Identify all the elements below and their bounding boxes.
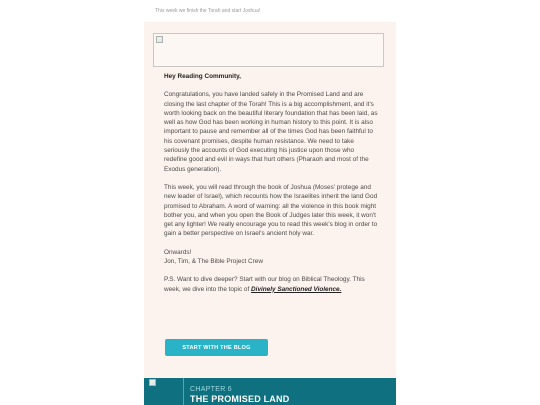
greeting: Hey Reading Community,	[164, 73, 241, 80]
violence-topic-link[interactable]: Divinely Sanctioned Violence.	[251, 285, 342, 293]
signoff	[164, 248, 378, 267]
broken-image-icon	[156, 36, 163, 43]
chapter-banner	[144, 378, 396, 405]
broken-image-icon	[149, 379, 156, 386]
email-body	[164, 72, 378, 303]
chapter-title: THE PROMISED LAND	[190, 394, 290, 404]
start-blog-button[interactable]: START WITH THE BLOG	[165, 339, 268, 356]
postscript-text: P.S. Want to dive deeper? Start with our blog on Biblical Theology. This week, we dive into the topic of	[164, 276, 365, 293]
header-image	[153, 33, 384, 67]
signature: Jon, Tim, & The Bible Project Crew	[164, 258, 263, 266]
signoff-line: Onwards!	[164, 248, 192, 256]
chapter-number: CHAPTER 6	[190, 386, 232, 393]
postscript	[164, 275, 378, 294]
joshua-paragraph: This week, you will read through the book of Joshua (Moses' protege and new leader of Israel), which recounts how the Israelites inherit the land God promised to Abraham. A word of warning: all the violence in this book might bother you, and when you open the Book of Judges later this week, it won't get any lighter! We really encourage you to read this week's blog in order to gain a better perspective on Israel's ancient holy war.	[164, 183, 378, 238]
email-preheader: This week we finish the Torah and start Joshua!	[155, 8, 261, 14]
intro-paragraph: Congratulations, you have landed safely in the Promised Land and are closing the last chapter of the Torah! This is a big accomplishment, and it's worth looking back on the beautiful literary foundation that has been laid, as well as how God has been working in human history to this point. It is also important to pause and remember all of the times God has been faithful to his covenant promises, despite human resistance. We need to take seriously the accounts of God executing his justice upon those who redefine good and evil in ways that hurt others (Pharaoh and most of the Exodus generation).	[164, 91, 378, 173]
email-card	[144, 22, 396, 405]
chapter-image	[147, 378, 184, 405]
